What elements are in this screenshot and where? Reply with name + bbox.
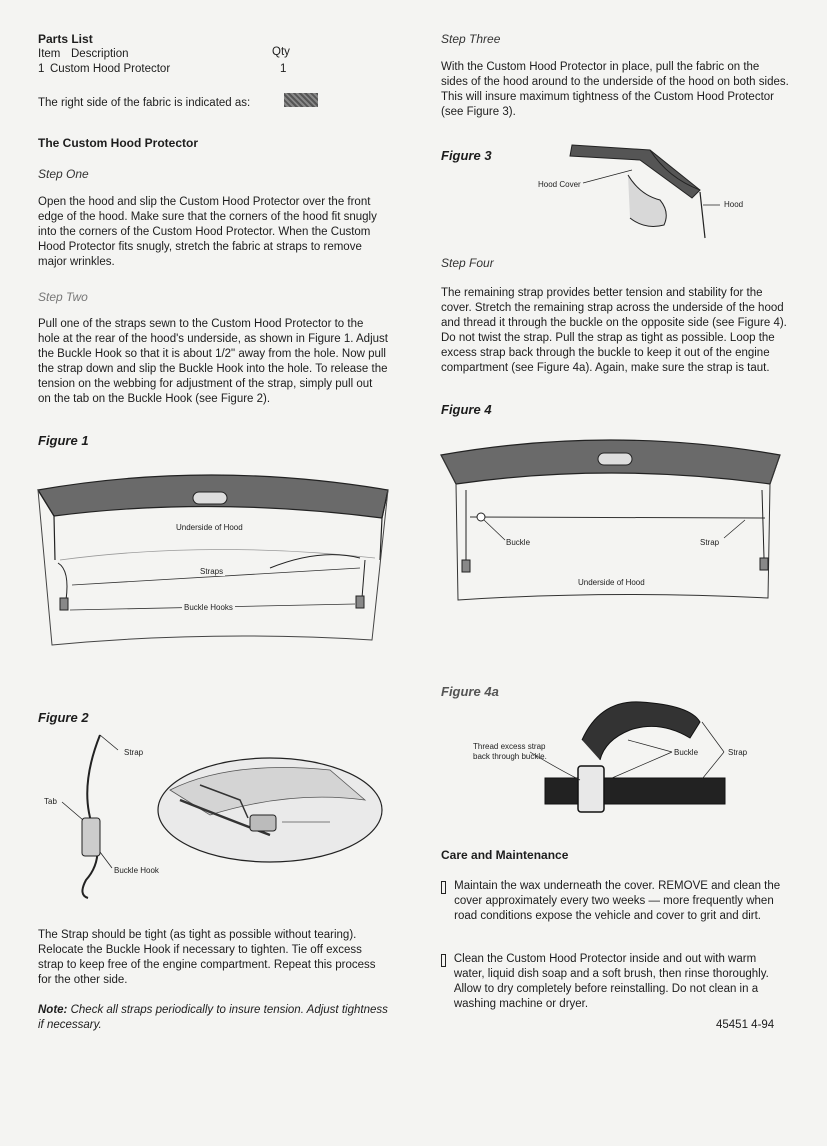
right-side-note: The right side of the fabric is indicated as: (38, 97, 251, 109)
document-number: 45451 4-94 (716, 1019, 775, 1031)
parts-col-item: Item (38, 48, 61, 60)
figure3-label-cover: Hood Cover (538, 180, 581, 189)
note-text: Check all straps periodically to insure tension. Adjust tightness if necessary. (38, 1004, 388, 1031)
care-title: Care and Maintenance (441, 848, 569, 862)
figure2-label-hook: Buckle Hook (114, 866, 159, 875)
figure3-label-hood: Hood (724, 200, 744, 209)
care-item-2 (441, 952, 789, 1012)
figure4a-title: Figure 4a (441, 684, 499, 699)
figure2-title: Figure 2 (38, 710, 89, 725)
parts-row-description: Custom Hood Protector (50, 63, 171, 75)
parts-col-description: Description (71, 48, 129, 60)
figure2-label-strap: Strap (124, 748, 144, 757)
figure4-label-strap: Strap (700, 538, 720, 547)
figure2-label-tab: Tab (44, 797, 57, 806)
section-title: The Custom Hood Protector (38, 136, 199, 150)
figure4-title: Figure 4 (441, 402, 492, 417)
figure1-label-underside: Underside of Hood (176, 523, 243, 532)
care-item-1 (441, 879, 789, 924)
step-four-text: The remaining strap provides better tension and stability for the cover. Stretch the remaining strap across the underside of the hood and thread it through the buckle on the opposite side (see Figure 4). Do not twist the strap. Pull the strap as tight as possible. Loop the excess strap back through the buckle to keep it out of the engine compartment (see Figure 4a). Again, make sure the strap is taut. (441, 287, 787, 374)
step-one-title: Step One (38, 167, 89, 181)
figure4-label-buckle: Buckle (506, 538, 531, 547)
figure4-label-underside: Underside of Hood (578, 578, 645, 587)
parts-row-qty: 1 (280, 63, 287, 75)
step-one-text: Open the hood and slip the Custom Hood Protector over the front edge of the hood. Make sure that the corners of the hood fit snugly into the corners of the Custom Hood Protector. When the Custom Hood Protector fits snugly, stretch the fabric at straps to remove major wrinkles. (38, 196, 377, 268)
note-label: Note: (38, 1004, 68, 1016)
checkbox-icon (441, 881, 446, 894)
figure1-label-hooks: Buckle Hooks (184, 603, 233, 612)
strap-tight-text: The Strap should be tight (as tight as possible without tearing). Relocate the Buckle Hook if necessary to tighten. Tie off excess strap to keep free of the engine compartment. Repeat this process for the other side. (38, 929, 376, 986)
figure4a-label-thread: Thread excess strap back through buckle. (473, 742, 547, 761)
figure1-title: Figure 1 (38, 433, 89, 448)
figure1-label-straps: Straps (200, 567, 224, 576)
parts-list-title: Parts List (38, 32, 93, 46)
figure3-title: Figure 3 (441, 148, 492, 163)
parts-col-qty: Qty (272, 46, 290, 58)
figure4a-label-buckle: Buckle (674, 748, 699, 757)
step-two-title: Step Two (38, 290, 88, 304)
checkbox-icon (441, 954, 446, 967)
step-three-text: With the Custom Hood Protector in place, pull the fabric on the sides of the hood around to the underside of the hood on both sides. This will insure maximum tightness of the Custom Hood Protector (see Figure 3). (441, 61, 789, 118)
care-item-2-text: Clean the Custom Hood Protector inside and out with warm water, liquid dish soap and a soft brush, then rinse thoroughly. Allow to dry completely before reinstalling. Do not clean in a washing machine or dryer. (453, 953, 769, 1010)
step-two-text: Pull one of the straps sewn to the Custom Hood Protector to the hole at the rear of the hood's underside, as shown in Figure 1. Adjust the Buckle Hook so that it is about 1/2" away from the hole. Now pull the strap down and slip the Buckle Hook into the hole. To release the tension on the webbing for adjustment of the strap, simply pull out on the tab on the Buckle Hook (see Figure 2). (38, 318, 388, 405)
step-three-title: Step Three (441, 32, 501, 46)
figure4a-label-strap: Strap (728, 748, 748, 757)
step-four-title: Step Four (441, 256, 494, 270)
parts-row-item: 1 (38, 63, 45, 75)
care-item-1-text: Maintain the wax underneath the cover. REMOVE and clean the cover approximately every two weeks — more frequently when road conditions expose the vehicle and cover to grit and dirt. (454, 880, 781, 922)
